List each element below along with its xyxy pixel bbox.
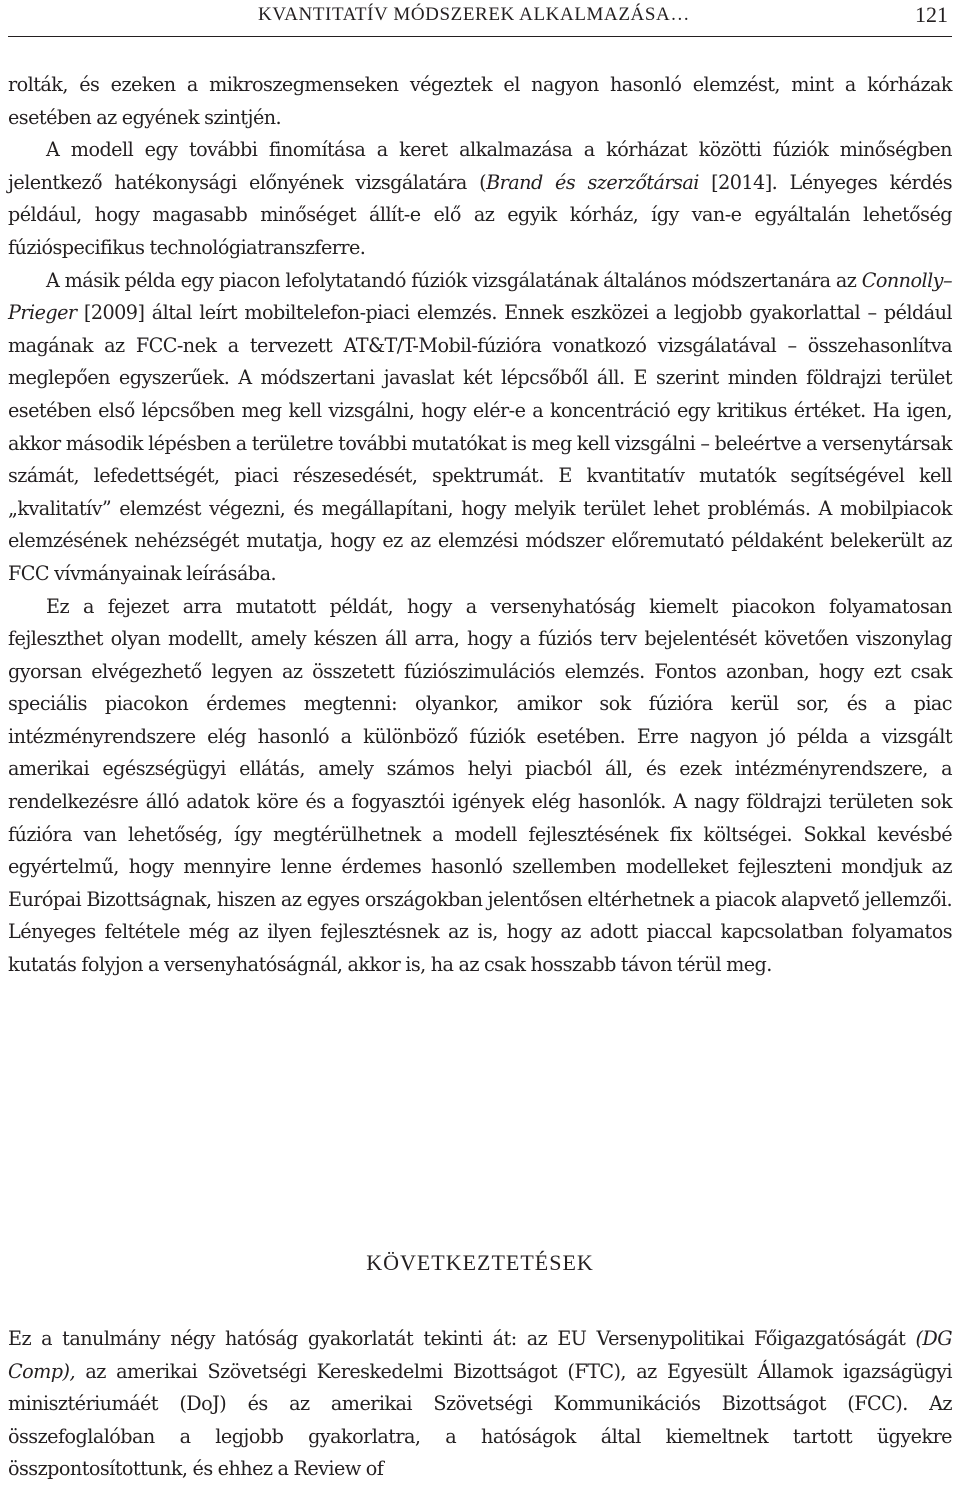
paragraph-text: rolták, és ezeken a mikroszegmenseken végeztek el nagyon hasonló elemzést, mint a kórházak esetében az egyének szintjén. — [8, 73, 952, 129]
paragraph-model-refinement — [8, 134, 952, 264]
paragraph-text: az amerikai Szövetségi Kereskedelmi Bizottságot (FTC), az Egyesült Államok igazságügyi minisztériumáét (DoJ) és az amerikai Szövetségi Kommunikációs Bizottságot (FCC). Az összefoglalóban a legjobb gyakorlatra, a hatóságok által kiemeltnek tartott ügyekre összpontosítottunk, és ehhez a Review of — [8, 1359, 952, 1481]
citation-brand: Brand és szerzőtársai — [486, 170, 699, 194]
paragraph-text: Ez a fejezet arra mutatott példát, hogy a versenyhatóság kiemelt piacokon folyamatosan fejleszthet olyan modellt, amely készen áll arra, hogy a fúziós terv bejelentését követően viszonylag gyorsan elvégezhető legyen az összetett fúziószimulációs elemzés. Fontos azonban, hogy ezt csak speciális piacokon érdemes megtenni: olyankor, amikor sok fúzióra kerül sor, és a piac intézményrendszere elég hasonló a különböző fúziók esetében. Erre nagyon jó példa a vizsgált amerikai egészségügyi ellátás, amely számos helyi piacból áll, és ezek intézményrendszere, a rendelkezésre álló adatok köre és a fogyasztói igények elég hasonlók. A nagy földrajzi területen sok fúzióra van lehetőség, így megtérülhetnek a modell fejlesztésének fix költségei. Sokkal kevésbé egyértelmű, hogy mennyire lenne érdemes hasonló szellemben modelleket fejleszteni mondjuk az Európai Bizottságnak, hiszen az egyes országokban jelentősen eltérhetnek a piacok alapvető jellemzői. Lényeges feltétele még az ilyen fejlesztésnek az is, hogy az adott piaccal kapcsolatban folyamatos kutatás folyjon a versenyhatóságnál, akkor is, ha az csak hosszabb távon térül meg. — [8, 594, 952, 977]
paragraph-chapter-summary — [8, 591, 952, 982]
running-header — [8, 0, 952, 37]
paragraph-text: Ez a tanulmány négy hatóság gyakorlatát tekinti át: az EU Versenypolitikai Főigazgatóságát — [8, 1327, 916, 1350]
paragraph-text: A másik példa egy piacon lefolytatandó fúziók vizsgálatának általános módszertanára az — [46, 268, 862, 292]
dg-comp-abbrev: (DG Comp), — [8, 1327, 952, 1383]
page-number: 121 — [915, 2, 948, 27]
paragraph-mobile-market — [8, 265, 952, 591]
citation-connolly-prieger: Connolly–Prieger — [8, 268, 952, 325]
body-text — [8, 69, 952, 982]
conclusion-text — [8, 1323, 952, 1486]
running-head-title: KVANTITATÍV MÓDSZEREK ALKALMAZÁSA… — [258, 4, 690, 25]
paragraph-text: [2014]. Lényeges kérdés például, hogy magasabb minőséget állít-e elő az egyik kórház, így van-e egyáltalán lehetőség fúzióspecifikus technológiatranszferre. — [8, 170, 952, 259]
paragraph-text: A modell egy további finomítása a keret alkalmazása a kórházat közötti fúziók minőségben jelentkező hatékonysági előnyének vizsgálatára ( — [8, 138, 952, 194]
paragraph-text: [2009] által leírt mobiltelefon-piaci elemzés. Ennek eszközei a legjobb gyakorlattal – például magának az FCC-nek a tervezett AT&T/T-Mobil-fúzióra vonatkozó vizsgálatával – összehasonlítva meglepően egyszerűek. A módszertani javaslat két lépcsőből áll. E szerint minden földrajzi terület esetében első lépcsőben meg kell vizsgálni, hogy elér-e a koncentráció egy kritikus értéket. Ha igen, akkor második lépésben a területre további mutatókat is meg kell vizsgálni – beleértve a versenytársak számát, lefedettségét, piaci részesedését, spektrumát. E kvantitatív mutatók segítségével kell „kvalitatív” elemzést végezni, és megállapítani, hogy melyik terület lehet problémás. A mobilpiacok elemzésének nehézségét mutatja, hogy ez az elemzési módszer előremutató példaként belekerült az FCC vívmányainak leírásába. — [8, 301, 952, 585]
section-heading: KÖVETKEZTETÉSEK — [366, 1250, 594, 1275]
paragraph-continuation — [8, 69, 952, 134]
paragraph-conclusion — [8, 1323, 952, 1486]
